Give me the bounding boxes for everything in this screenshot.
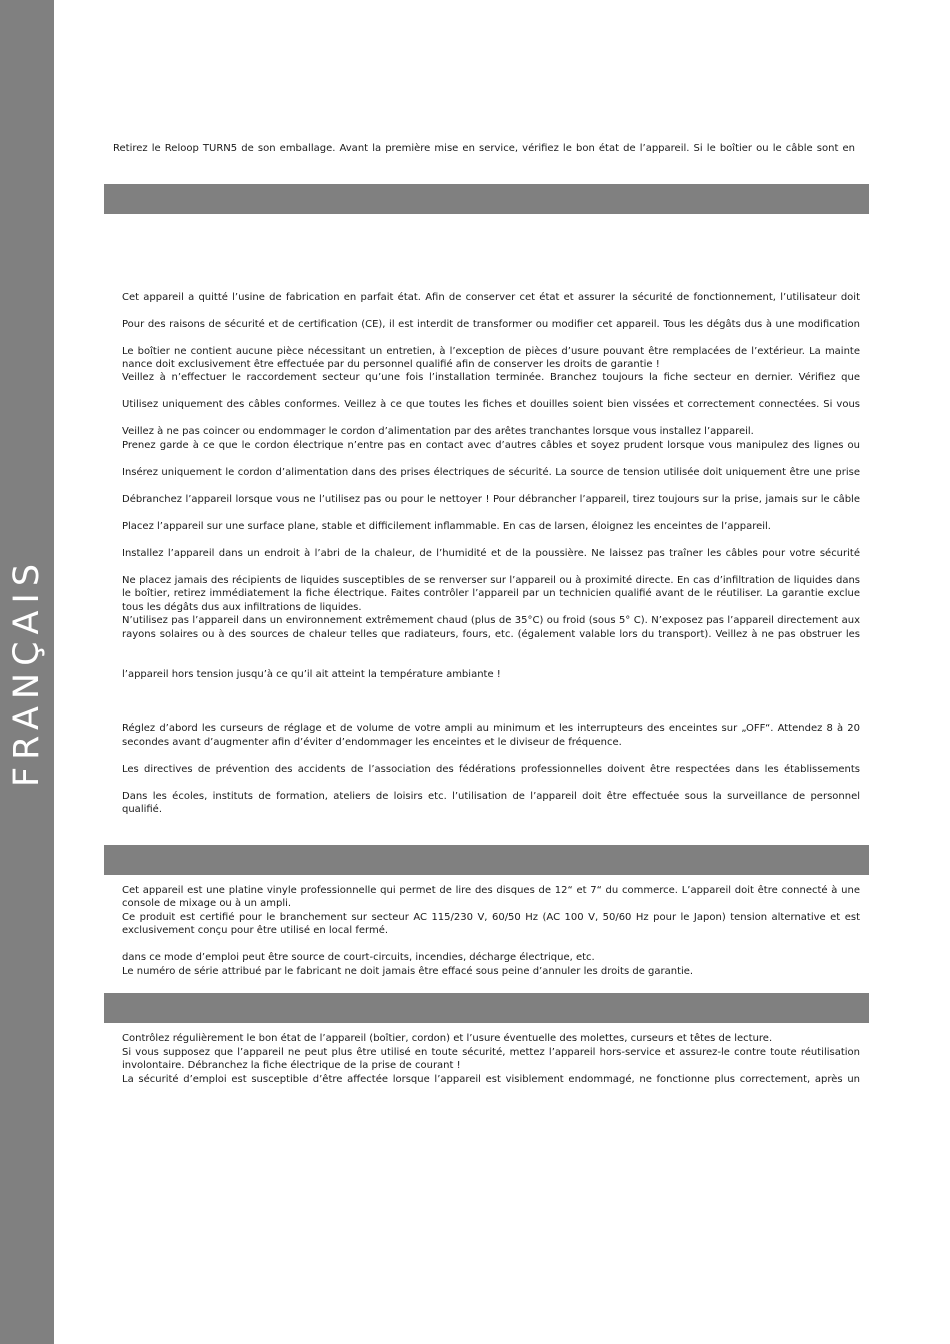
safety-paragraph: Prenez garde à ce que le cordon électrique n’entre pas en contact avec d’autres câbles et soyez prudent lorsque vous manipulez des lignes ou — [122, 440, 860, 451]
usage-paragraph: console de mixage ou à un ampli. — [122, 898, 292, 909]
usage-paragraph: Ce produit est certifié pour le branchement sur secteur AC 115/230 V, 60/50 Hz (AC 100 V, 50/60 Hz pour le Japon) tension alternative et est — [122, 912, 860, 923]
usage-paragraph: Cet appareil est une platine vinyle professionnelle qui permet de lire des disques de 12“ et 7“ du commerce. L’appareil doit être connecté à une — [122, 885, 860, 896]
usage-paragraph: Le numéro de série attribué par le fabricant ne doit jamais être effacé sous peine d’annuler les droits de garantie. — [122, 966, 694, 977]
safety-paragraph: Réglez d’abord les curseurs de réglage et de volume de votre ampli au minimum et les interrupteurs des enceintes sur „OFF“. Attendez 8 à 20 — [122, 723, 860, 734]
safety-paragraph: Placez l’appareil sur une surface plane, stable et difficilement inflammable. En cas de larsen, éloignez les enceintes de l’appareil. — [122, 521, 771, 532]
safety-paragraph: Ne placez jamais des récipients de liquides susceptibles de se renverser sur l’appareil ou à proximité directe. En cas d’infiltration de liquides dans — [122, 575, 860, 586]
maintenance-paragraph: involontaire. Débranchez la fiche électrique de la prise de courant ! — [122, 1060, 461, 1071]
safety-paragraph: Débranchez l’appareil lorsque vous ne l’utilisez pas ou pour le nettoyer ! Pour débrancher l’appareil, tirez toujours sur la prise, jamais sur le câble — [122, 494, 860, 505]
safety-paragraph: nance doit exclusivement être effectuée par du personnel qualifié afin de conserver les droits de garantie ! — [122, 359, 660, 370]
language-label: FRANÇAIS — [7, 556, 47, 788]
intro-text: Retirez le Reloop TURN5 de son emballage. Avant la première mise en service, vérifiez le bon état de l’appareil. Si le boîtier ou le câble sont en — [113, 143, 855, 154]
usage-paragraph: dans ce mode d’emploi peut être source de court-circuits, incendies, décharge électrique, etc. — [122, 952, 595, 963]
maintenance-paragraph: La sécurité d’emploi est susceptible d’être affectée lorsque l’appareil est visiblement endommagé, ne fonctionne plus correctement, après un — [122, 1074, 860, 1085]
safety-paragraph: le boîtier, retirez immédiatement la fiche électrique. Faites contrôler l’appareil par un technicien qualifié avant de le réutiliser. La garantie exclue — [122, 588, 860, 599]
safety-paragraph: Le boîtier ne contient aucune pièce nécessitant un entretien, à l’exception de pièces d’usure pouvant être remplacées de l’extérieur. La mainte — [122, 346, 860, 357]
safety-paragraph: Veillez à ne pas coincer ou endommager le cordon d’alimentation par des arêtes tranchantes lorsque vous installez l’appareil. — [122, 426, 754, 437]
section-header-usage — [104, 845, 869, 875]
usage-paragraph: exclusivement conçu pour être utilisé en local fermé. — [122, 925, 389, 936]
safety-paragraph: Installez l’appareil dans un endroit à l’abri de la chaleur, de l’humidité et de la poussière. Ne laissez pas traîner les câbles pour votre sécurité — [122, 548, 860, 559]
safety-paragraph: Dans les écoles, instituts de formation, ateliers de loisirs etc. l’utilisation de l’appareil doit être effectuée sous la surveillance de personnel — [122, 791, 860, 802]
maintenance-paragraph: Contrôlez régulièrement le bon état de l’appareil (boîtier, cordon) et l’usure éventuelle des molettes, curseurs et têtes de lecture. — [122, 1033, 773, 1044]
maintenance-paragraph: Si vous supposez que l’appareil ne peut plus être utilisé en toute sécurité, mettez l’appareil hors-service et assurez-le contre toute réutilisation — [122, 1047, 860, 1058]
safety-paragraph: Veillez à n’effectuer le raccordement secteur qu’une fois l’installation terminée. Branchez toujours la fiche secteur en dernier. Vérifiez que — [122, 372, 860, 383]
safety-paragraph: N’utilisez pas l’appareil dans un environnement extrêmement chaud (plus de 35°C) ou froid (sous 5° C). N’exposez pas l’appareil directement aux — [122, 615, 860, 626]
safety-paragraph: tous les dégâts dus aux infiltrations de liquides. — [122, 602, 362, 613]
safety-paragraph: l’appareil hors tension jusqu’à ce qu’il ait atteint la température ambiante ! — [122, 669, 501, 680]
section-header-maintenance — [104, 993, 869, 1023]
safety-paragraph: Pour des raisons de sécurité et de certification (CE), il est interdit de transformer ou modifier cet appareil. Tous les dégâts dus à une modification — [122, 319, 860, 330]
safety-paragraph: Les directives de prévention des accidents de l’association des fédérations professionnelles doivent être respectées dans les établissements — [122, 764, 860, 775]
language-sidebar — [0, 0, 54, 1344]
safety-paragraph: Insérez uniquement le cordon d’alimentation dans des prises électriques de sécurité. La source de tension utilisée doit uniquement être une prise — [122, 467, 860, 478]
safety-paragraph: Cet appareil a quitté l’usine de fabrication en parfait état. Afin de conserver cet état et assurer la sécurité de fonctionnement, l’utilisateur doit — [122, 292, 860, 303]
safety-paragraph: rayons solaires ou à des sources de chaleur telles que radiateurs, fours, etc. (également valable lors du transport). Veillez à ne pas obstruer les — [122, 629, 860, 640]
safety-paragraph: Utilisez uniquement des câbles conformes. Veillez à ce que toutes les fiches et douilles soient bien vissées et correctement connectées. Si vous — [122, 399, 860, 410]
safety-paragraph: qualifié. — [122, 804, 162, 815]
section-header-safety — [104, 184, 869, 214]
safety-paragraph: secondes avant d’augmenter afin d’éviter d’endommager les enceintes et le diviseur de fréquence. — [122, 737, 622, 748]
